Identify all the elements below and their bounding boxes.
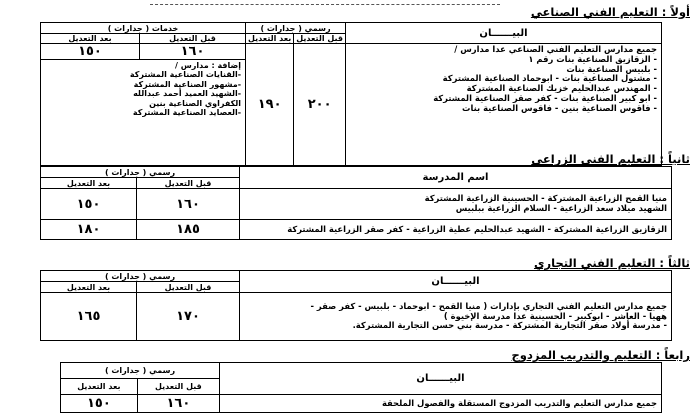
row-1-after-value: ١٥٠: [61, 395, 138, 413]
column-header-official: رسمي ( جدارات ): [41, 271, 240, 282]
section-4-title: رابعاً : التعليم والتدريب المزدوج: [511, 348, 690, 362]
column-header-after: بعد التعديل: [41, 34, 140, 44]
row-2-after-value: ١٨٠: [41, 220, 137, 240]
row-2-before-value: ١٨٥: [137, 220, 240, 240]
row-1-before-value: ١٧٠: [137, 293, 240, 341]
column-header-after: بعد التعديل: [41, 178, 137, 189]
section-2-table: [40, 166, 672, 240]
section-2-title: ثانياً : التعليم الفني الزراعي: [531, 152, 690, 166]
row-1-after-value: ١٦٥: [41, 293, 137, 341]
services-before-value: ١٦٠: [139, 44, 245, 60]
column-header-before: قبل التعديل: [137, 178, 240, 189]
section-3-table: [40, 270, 672, 341]
section-4-table: [60, 362, 662, 413]
row-1-after-value: ١٥٠: [41, 189, 137, 220]
row-1-before-value: ١٦٠: [137, 395, 219, 413]
row-1-before-value: ١٦٠: [137, 189, 240, 220]
section-1-title: أولاً : التعليم الفني الصناعي: [530, 5, 690, 19]
row-1-schools: منيا القمح الزراعية المشتركة - الحسينية الزراعية المشتركة الشهيد ميلاد سعد الزراعية - السلام الزراعية ببلبيس: [240, 189, 672, 220]
column-header-official: رسمي ( جدارات ): [61, 363, 220, 379]
row-2-schools: الزقازيق الزراعية المشتركة - الشهيد عبدالحليم عطية الزراعية - كفر صقر الزراعية المشتركة: [240, 220, 672, 240]
column-header-school: اسم المدرسة: [240, 167, 672, 189]
statement-cell: جميع مدارس التعليم الفني التجاري بإدارات ( منيا القمح - ابوحماد - بلبيس - كفر صقر - ههيا - العاشر - ابوكبير - الحسينية عدا مدرسة الإخيوة ) - مدرسة أولاد صقر التجارية المشتركة - مدرسة بني حسن التجارية المشتركة.: [240, 293, 672, 341]
column-header-services: خدمات ( جدارات ): [41, 23, 246, 34]
column-header-after: بعد التعديل: [41, 282, 137, 293]
services-after-value: ١٥٠: [41, 44, 140, 60]
official-before-value: ٢٠٠: [294, 44, 346, 166]
official-after-value: ١٩٠: [246, 44, 294, 166]
cropped-top-line: [150, 0, 500, 5]
column-header-statement: البيــــــان: [346, 23, 662, 44]
column-header-after: بعد التعديل: [246, 34, 294, 44]
column-header-before: قبل التعديل: [139, 34, 245, 44]
column-header-before: قبل التعديل: [137, 379, 219, 395]
section-3-title: ثالثاً : التعليم الفني التجاري: [533, 256, 690, 270]
column-header-statement: البيــــــان: [240, 271, 672, 293]
addition-cell: إضافة : مدارس / -القنايات الصناعية المشتركة -مشهور الصناعية المشتركة -الشهيد العميد أحمد عبدالله الكفراوي الصناعية بنين -العصايد الصناعية المشتركة: [41, 60, 246, 166]
column-header-after: بعد التعديل: [61, 379, 138, 395]
column-header-before: قبل التعديل: [294, 34, 346, 44]
column-header-statement: البيــــــان: [220, 363, 662, 395]
column-header-before: قبل التعديل: [137, 282, 240, 293]
column-header-official: رسمي ( جدارات ): [246, 23, 346, 34]
section-1-table: [40, 22, 662, 166]
statement-cell: جميع مدارس التعليم والتدريب المزدوج المستقلة والفصول الملحقة: [220, 395, 662, 413]
statement-cell: جميع مدارس التعليم الفني الصناعي عدا مدارس / - الزقازيق الصناعية بنات رقم ١ - بلبيس الصناعية بنات - مشتول الصناعية بنات - ابوحماد الصناعية المشتركة - المهندس عبدالحليم خزيك الصناعية المشتركة - ابو كبير الصناعية بنات - كفر صقر الصناعية المشتركة - فاقوس الصناعية بنين - فاقوس الصناعية بنات: [346, 44, 662, 166]
column-header-official: رسمي ( جدارات ): [41, 167, 240, 178]
